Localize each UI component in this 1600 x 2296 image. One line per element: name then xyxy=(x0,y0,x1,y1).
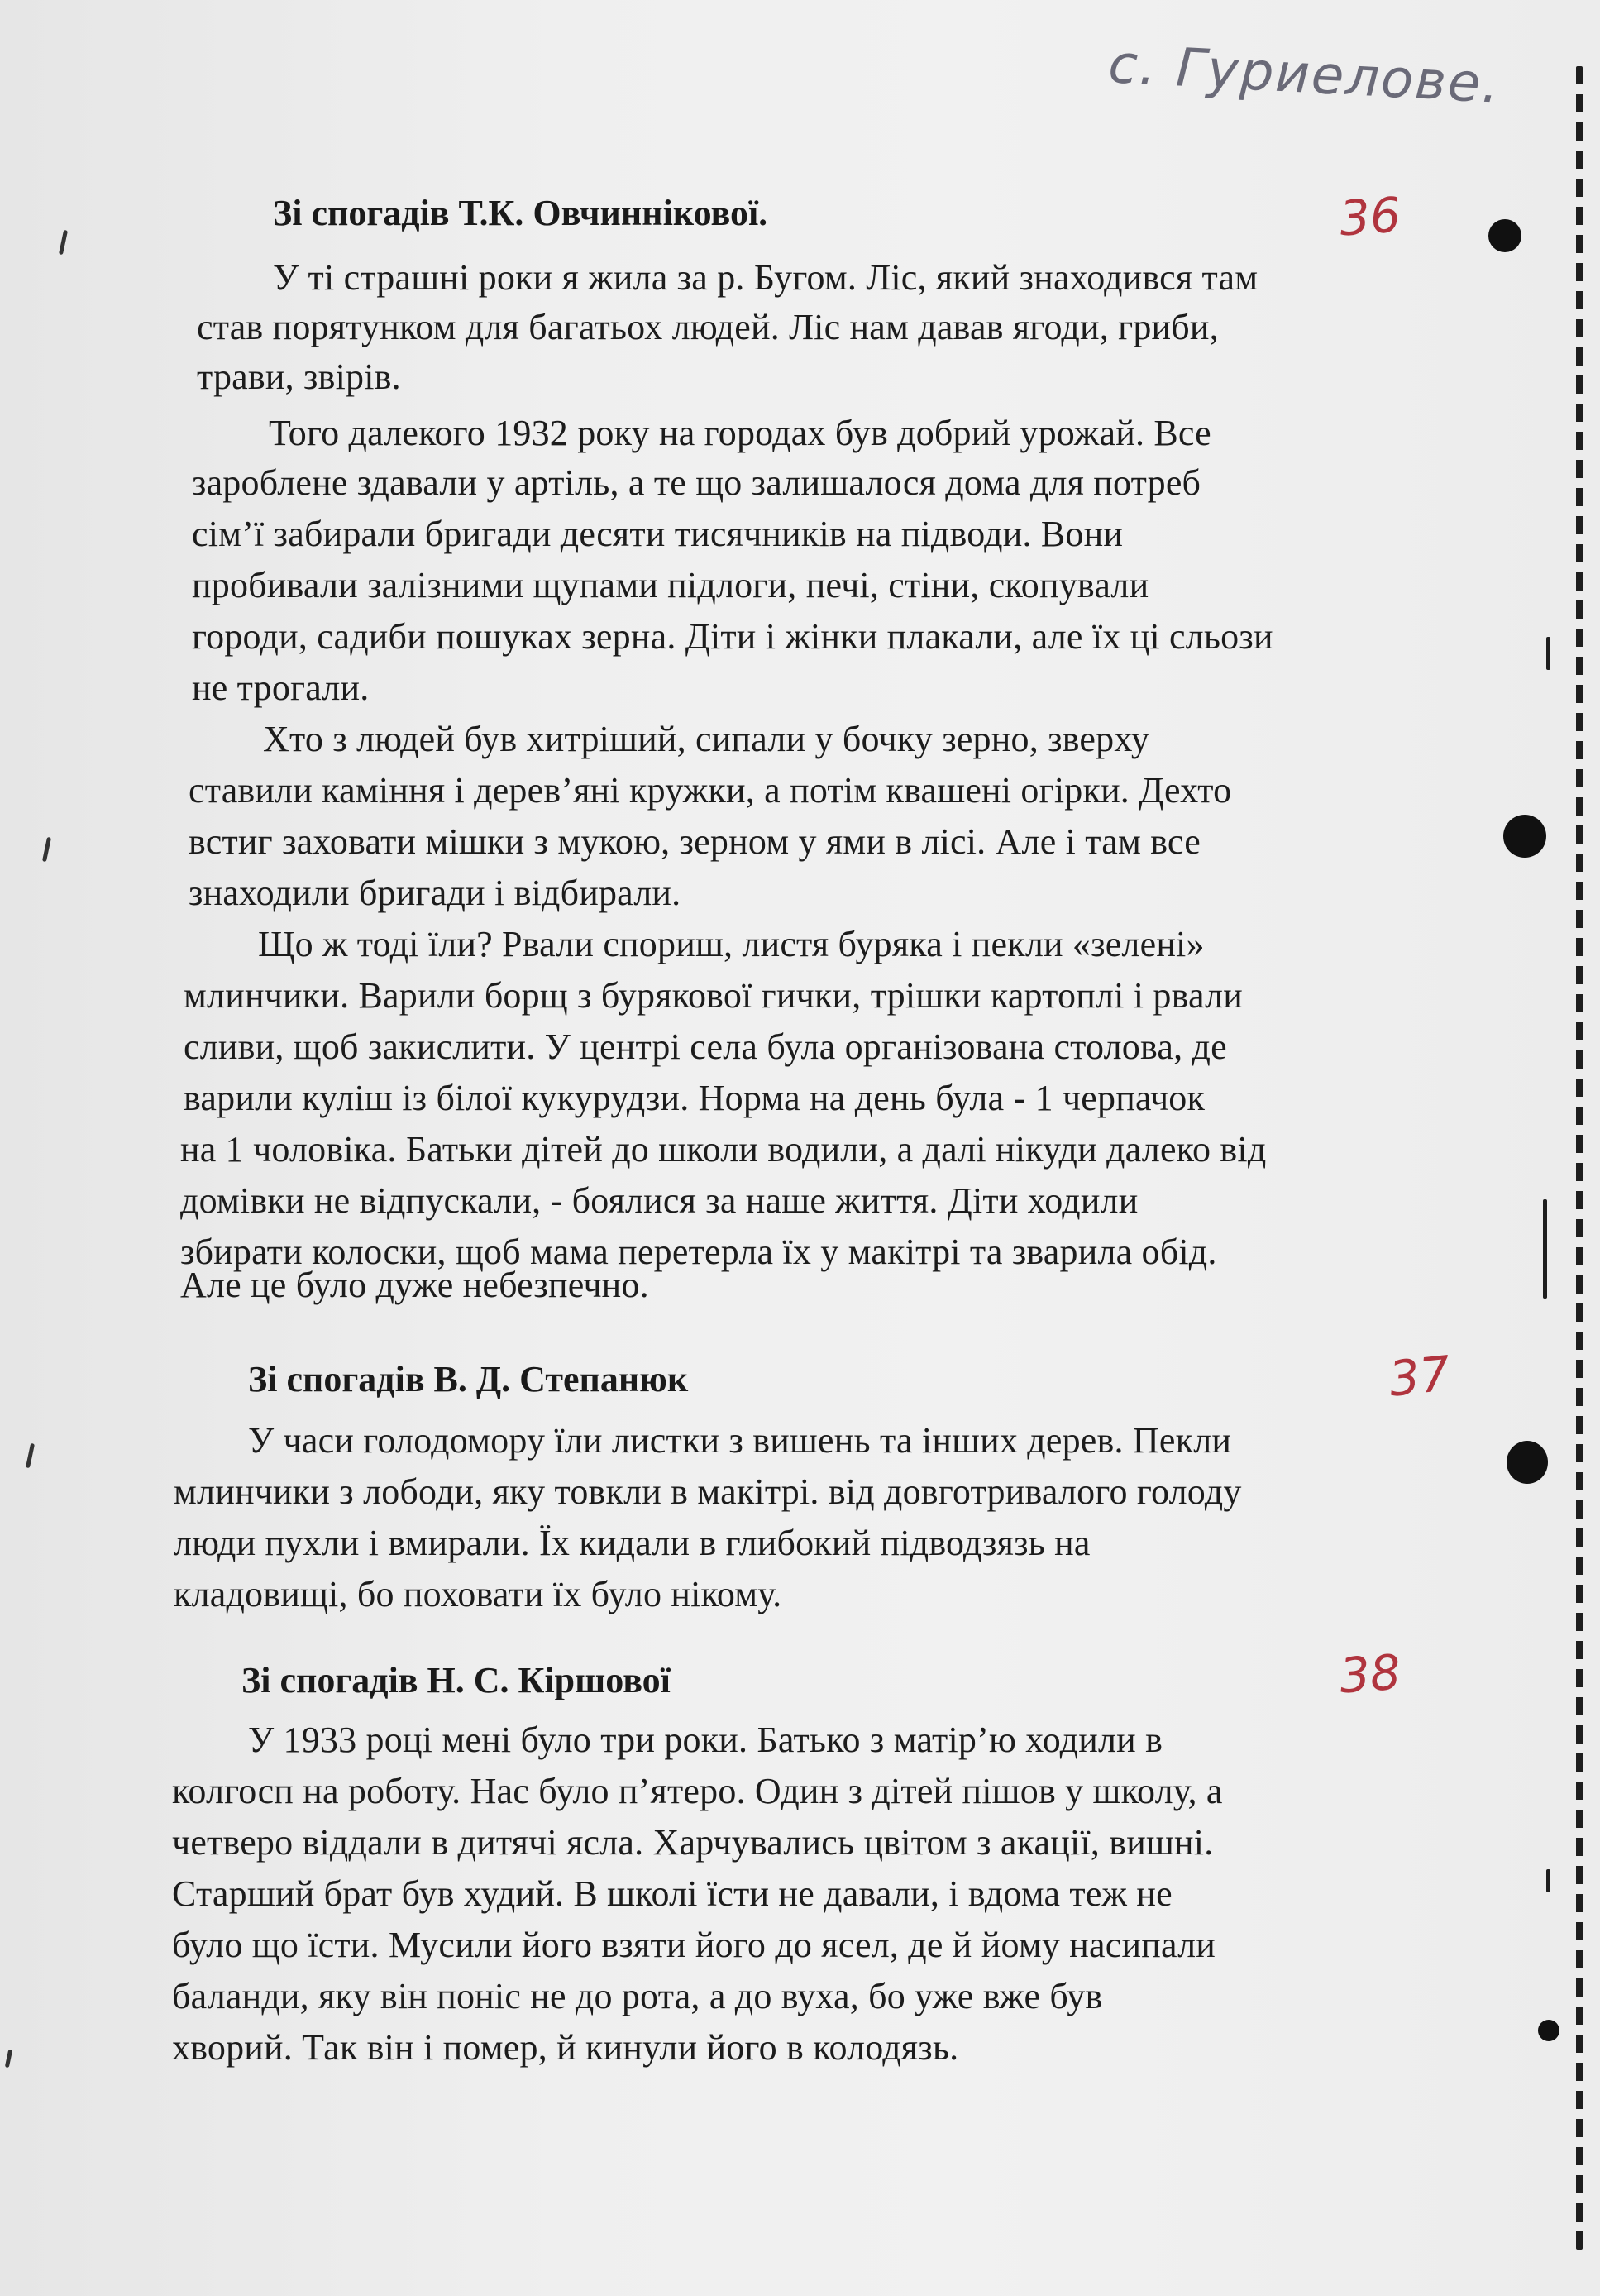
text-line: трави, звірів. xyxy=(197,356,401,397)
text-line: сливи, щоб закислити. У центрі села була організована столова, де xyxy=(184,1026,1227,1067)
binding-edge-mark xyxy=(1576,66,1583,2250)
text-line: хворий. Так він і помер, й кинули його в колодязь. xyxy=(172,2027,959,2068)
text-line: Що ж тоді їли? Рвали спориш, листя буряка і пекли «зелені» xyxy=(258,924,1205,964)
text-line: сім’ї забирали бригади десяти тисячників на підводи. Вони xyxy=(192,514,1124,554)
text-line: на 1 чоловіка. Батьки дітей до школи водили, а далі нікуди далеко від xyxy=(180,1129,1267,1170)
text-line: варили куліш із білої кукурудзи. Норма на день була - 1 черпачок xyxy=(184,1078,1206,1118)
text-line: ставили каміння і дерев’яні кружки, а потім квашені огірки. Дехто xyxy=(189,770,1232,811)
text-line: колгосп на роботу. Нас було п’ятеро. Один з дітей пішов у школу, а xyxy=(172,1771,1223,1811)
margin-tick xyxy=(59,230,68,255)
punch-hole xyxy=(1503,815,1546,858)
punch-hole xyxy=(1507,1441,1548,1484)
text-line: Хто з людей був хитріший, сипали у бочку зерно, зверху xyxy=(263,719,1150,759)
text-line: люди пухли і вмирали. Їх кидали в глибокий підводзязь на xyxy=(174,1523,1091,1563)
text-line: зароблене здавали у артіль, а те що залишалося дома для потреб xyxy=(192,462,1201,503)
edge-mark xyxy=(1546,637,1550,670)
page-number-38: 38 xyxy=(1337,1643,1403,1705)
page-number-36: 36 xyxy=(1337,186,1403,247)
section-title: Зі спогадів В. Д. Степанюк xyxy=(248,1359,689,1399)
text-line: знаходили бригади і відбирали. xyxy=(189,873,681,913)
text-line: домівки не відпускали, - боялися за наше життя. Діти ходили xyxy=(180,1180,1139,1221)
text-line: У ті страшні роки я жила за р. Бугом. Ліс, який знаходився там xyxy=(273,257,1259,298)
text-line: Того далекого 1932 року на городах був добрий урожай. Все xyxy=(269,413,1211,453)
handwritten-place-note: с. Гуриелове. xyxy=(1106,34,1502,116)
text-line: У часи голодомору їли листки з вишень та інших дерев. Пекли xyxy=(248,1420,1232,1461)
margin-tick xyxy=(42,837,51,862)
text-line: млинчики з лободи, яку товкли в макітрі. від довготривалого голоду xyxy=(174,1471,1242,1512)
text-line: четверо віддали в дитячі ясла. Харчувались цвітом з акації, вишні. xyxy=(172,1822,1214,1863)
text-line: було що їсти. Мусили його взяти його до ясел, де й йому насипали xyxy=(172,1925,1216,1965)
text-line: не трогали. xyxy=(192,667,370,708)
margin-tick xyxy=(26,1443,35,1468)
text-line: Але це було дуже небезпечно. xyxy=(180,1265,649,1305)
text-line: млинчики. Варили борщ з бурякової гички, трішки картоплі і рвали xyxy=(184,975,1243,1016)
margin-tick xyxy=(5,2050,12,2069)
page-number-37: 37 xyxy=(1386,1345,1454,1408)
text-line: Старший брат був худий. В школі їсти не давали, і вдома теж не xyxy=(172,1873,1173,1914)
text-line: У 1933 році мені було три роки. Батько з матір’ю ходили в xyxy=(248,1720,1163,1760)
text-line: баланди, яку він поніс не до рота, а до вуха, бо уже вже був xyxy=(172,1976,1103,2016)
edge-mark xyxy=(1543,1199,1547,1299)
text-line: став порятунком для багатьох людей. Ліс нам давав ягоди, гриби, xyxy=(197,307,1219,347)
text-line: встиг заховати мішки з мукою, зерном у ями в лісі. Але і там все xyxy=(189,821,1201,862)
punch-hole xyxy=(1538,2020,1559,2041)
text-line: збирати колоски, щоб мама перетерла їх у макітрі та зварила обід. xyxy=(180,1232,1217,1272)
punch-hole xyxy=(1488,219,1521,252)
text-line: кладовищі, бо поховати їх було нікому. xyxy=(174,1574,782,1614)
text-line: пробивали залізними щупами підлоги, печі, стіни, скопували xyxy=(192,565,1149,605)
text-line: городи, садиби пошуках зерна. Діти і жінки плакали, але їх ці сльози xyxy=(192,616,1273,657)
section-title: Зі спогадів Н. С. Кіршової xyxy=(241,1660,671,1700)
edge-mark xyxy=(1546,1869,1550,1892)
section-title: Зі спогадів Т.К. Овчиннікової. xyxy=(273,193,768,233)
